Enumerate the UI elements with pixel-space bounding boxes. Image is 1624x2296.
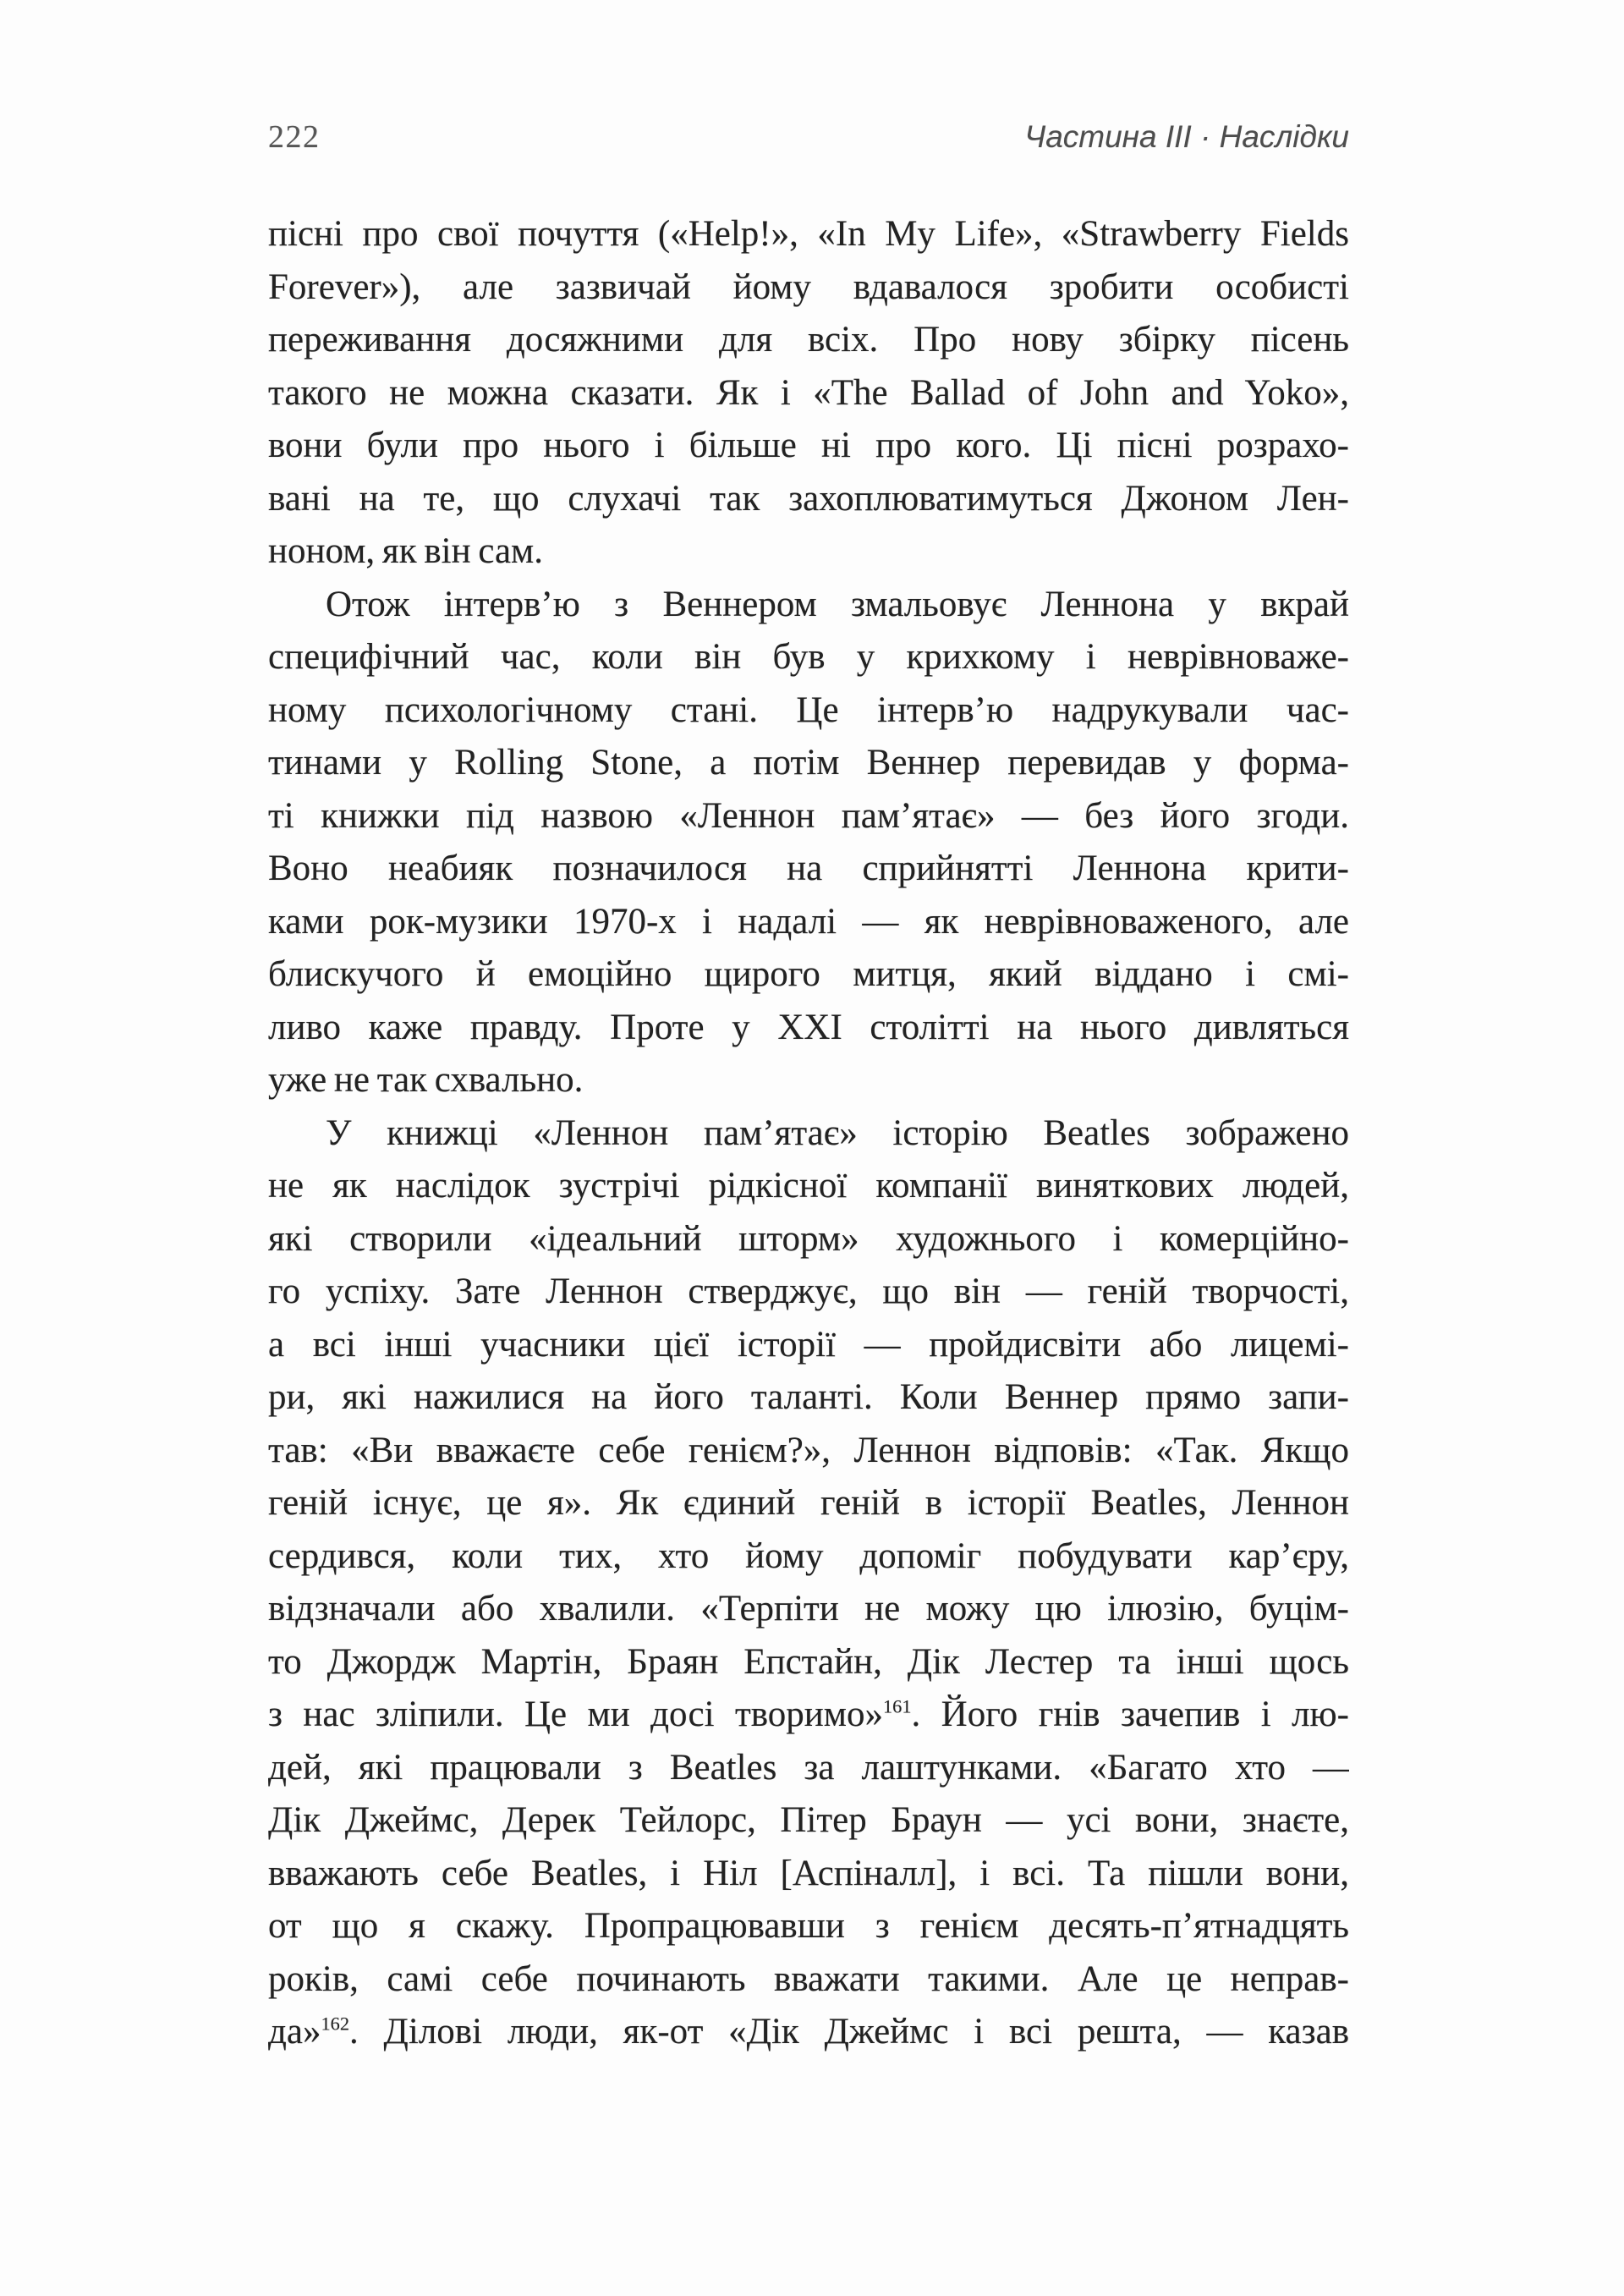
text-line: відзначали або хвалили. «Терпіти не можу цю ілюзію, буцім-: [268, 1589, 1349, 1629]
text-line: Воно неабияк позначилося на сприйнятті Леннона крити-: [268, 849, 1349, 888]
text-line: Дік Джеймс, Дерек Тейлорс, Пітер Браун — усі вони, знаєте,: [268, 1800, 1349, 1840]
paragraph: [268, 1107, 1349, 2059]
paragraph: [268, 208, 1349, 579]
body-text: [268, 208, 1349, 2059]
text-line: років, самі себе починають вважати такими. Але це неправ-: [268, 1958, 1349, 1999]
text-line: тав: «Ви вважаєте себе генієм?», Леннон відповів: «Так. Якщо: [268, 1430, 1349, 1470]
text-line: ті книжки під назвою «Леннон пам’ятає» — без його згоди.: [268, 795, 1349, 836]
text-line: не як наслідок зустрічі рідкісної компанії виняткових людей,: [268, 1166, 1349, 1206]
text-line: дей, які працювали з Beatles за лаштунками. «Багато хто —: [268, 1747, 1349, 1788]
text-line: вони були про нього і більше ні про кого. Ці пісні розрахо-: [268, 426, 1349, 465]
running-head: Частина III · Наслідки: [1024, 119, 1349, 154]
text-line: от що я скажу. Пропрацювавши з генієм десять-п’ятнадцять: [268, 1906, 1349, 1946]
text-line: такого не можна сказати. Як і «The Ballad of John and Yoko»,: [268, 372, 1349, 413]
text-line: специфічний час, коли він був у крихкому і неврівноваже-: [268, 637, 1349, 677]
text-line: го успіху. Зате Леннон стверджує, що він — геній творчості,: [268, 1272, 1349, 1311]
text-line: сердився, коли тих, хто йому допоміг побудувати кар’єру,: [268, 1535, 1349, 1576]
footnote-ref: 161: [883, 1695, 912, 1717]
text-line: Forever»), але зазвичай йому вдавалося зробити особисті: [268, 266, 1349, 307]
text-line: які створили «ідеальний шторм» художнього і комерційно-: [268, 1218, 1349, 1259]
footnote-ref: 162: [321, 2013, 350, 2035]
text-line: ливо каже правду. Проте у XXI столітті на нього дивляться: [268, 1007, 1349, 1047]
text-line: геній існує, це я». Як єдиний геній в історії Beatles, Леннон: [268, 1483, 1349, 1523]
text-line: з нас зліпили. Це ми досі творимо»$^{161}$. Його гнів зачепив і лю-: [268, 1695, 1349, 1734]
page-number: 222: [268, 119, 321, 155]
text-line: ному психологічному стані. Це інтерв’ю надрукували час-: [268, 689, 1349, 730]
text-line: ри, які нажилися на його таланті. Коли Веннер прямо запи-: [268, 1377, 1349, 1417]
text-line: пісні про свої почуття («Help!», «In My Life», «Strawberry Fields: [268, 214, 1349, 254]
text-line: Отож інтерв’ю з Веннером змальовує Леннона у вкрай: [326, 584, 1349, 624]
text-line: переживання досяжними для всіх. Про нову збірку пісень: [268, 320, 1349, 360]
text-line: уже не так схвально.: [268, 1060, 584, 1100]
text-line: ками рок-музики 1970-х і надалі — як неврівноваженого, але: [268, 901, 1349, 942]
text-line: а всі інші учасники цієї історії — пройдисвіти або лицемі-: [268, 1324, 1349, 1365]
text-line: У книжці «Леннон пам’ятає» історію Beatles зображено: [326, 1112, 1349, 1153]
text-line: ноном, як він сам.: [268, 531, 544, 571]
text-line: вважають себе Beatles, і Ніл [Аспіналл], і всі. Та пішли вони,: [268, 1853, 1349, 1893]
text-line: то Джордж Мартін, Браян Епстайн, Дік Лестер та інші щось: [268, 1641, 1349, 1682]
text-line: да»$^{162}$. Ділові люди, як-от «Дік Джеймс і всі решта, — казав: [268, 2012, 1349, 2052]
text-line: блискучого й емоційно щирого митця, який віддано і смі-: [268, 954, 1349, 994]
text-line: вані на те, що слухачі так захоплюватимуться Джоном Лен-: [268, 478, 1349, 519]
page-header: [268, 118, 1349, 156]
text-line: тинами у Rolling Stone, а потім Веннер перевидав у форма-: [268, 743, 1349, 783]
paragraph: [268, 579, 1349, 1107]
